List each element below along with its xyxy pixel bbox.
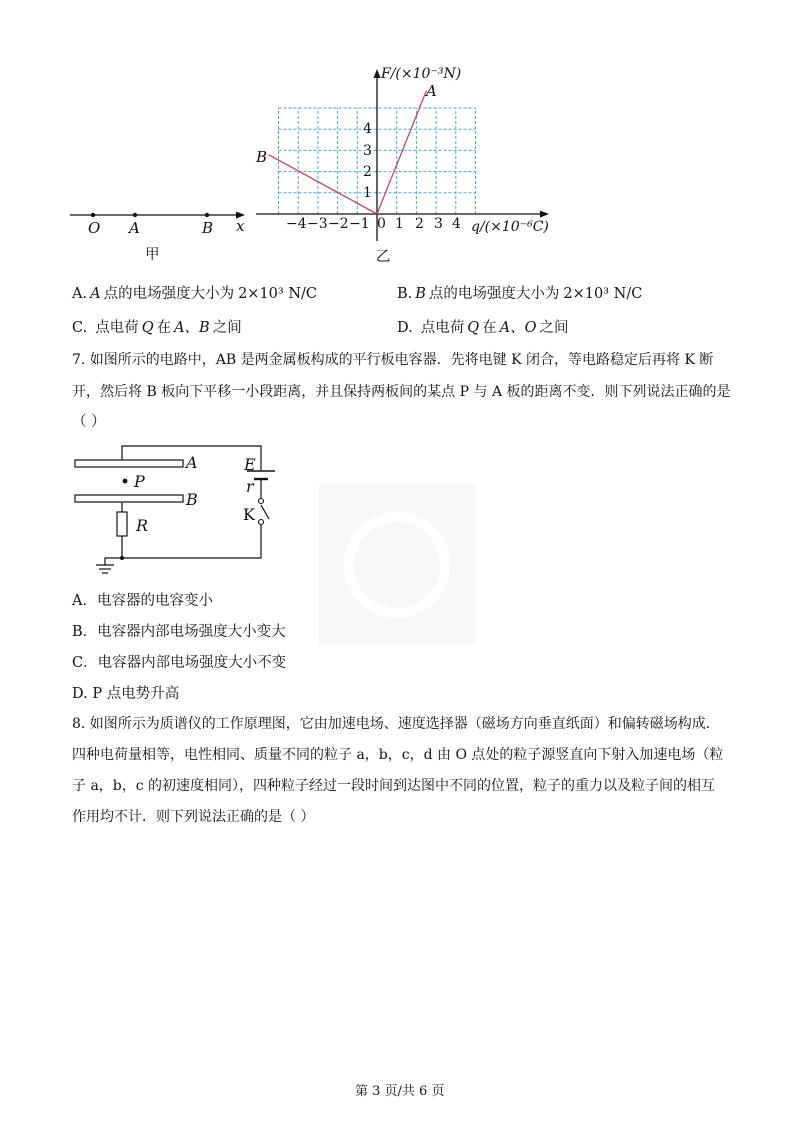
page-footer: 第 3 页/共 6 页: [355, 1084, 445, 1099]
q6-option-b[interactable]: B. B 点的电场强度大小为 2×10³ N/C: [397, 286, 643, 302]
point-a: [133, 213, 137, 217]
x-tick-origin: 0: [377, 216, 386, 232]
circuit-label-r-internal: r: [246, 477, 254, 496]
point-p: [123, 479, 128, 484]
series-line-a: [377, 91, 426, 214]
wire-ground: [105, 558, 122, 565]
chart-series: [269, 91, 427, 214]
q7-line-3: （ ）: [72, 414, 106, 430]
x-tick-1: 1: [395, 216, 404, 232]
circuit-label-p: P: [134, 472, 145, 491]
line-label-a: A: [426, 82, 437, 100]
label-o: O: [88, 219, 101, 237]
x-axis-label: q/(×10⁻⁶C): [471, 219, 549, 235]
label-b: B: [202, 219, 214, 237]
switch-bottom-contact: [259, 520, 264, 525]
circuit-label-e: E: [244, 455, 256, 474]
circuit-label-k: K: [243, 505, 255, 524]
q7-line-1: 7. 如图所示的电路中，AB 是两金属板构成的平行板电容器．先将电键 K 闭合，等电路稳定后再将 K 断: [72, 352, 714, 368]
y-tick-3: 3: [363, 143, 372, 159]
q7-line-2: 开，然后将 B 板向下平移一小段距离，并且保持两板间的某点 P 与 A 板的距离不变．则下列说法正确的是: [72, 384, 731, 400]
q8-line-1: 8. 如图所示为质谱仪的工作原理图，它由加速电场、速度选择器（磁场方向垂直纸面）和偏转磁场构成．: [72, 716, 720, 732]
watermark-logo-icon: [318, 485, 476, 645]
q7-option-c[interactable]: C．电容器内部电场强度大小不变: [72, 655, 287, 671]
circuit-label-a: A: [186, 453, 198, 472]
x-tick-2: 2: [415, 216, 424, 232]
q6-option-c[interactable]: C. 点电荷 Q 在 A、B 之间: [72, 320, 242, 336]
label-a: A: [129, 219, 140, 237]
q8-line-3: 子 a，b，c 的初速度相同），四种粒子经过一段时间到达图中不同的位置，粒子的重力以及粒子间的相互: [72, 778, 716, 794]
q7-option-b[interactable]: B．电容器内部电场强度大小变大: [72, 624, 286, 640]
x-tick-neg4: −4: [286, 216, 307, 232]
y-axis-arrow: [374, 69, 381, 78]
circuit-label-b: B: [186, 490, 198, 509]
x-tick-3: 3: [434, 216, 443, 232]
circuit-label-r: R: [136, 516, 149, 535]
y-axis-label: F/(×10⁻³N): [381, 66, 462, 82]
q7-option-a[interactable]: A．电容器的电容变小: [72, 593, 213, 609]
ground-icon: [96, 565, 114, 573]
switch-top-contact: [259, 499, 264, 504]
x-tick-4: 4: [452, 216, 461, 232]
resistor-r: [117, 512, 127, 536]
q6-option-a[interactable]: A. A 点的电场强度大小为 2×10³ N/C: [72, 286, 317, 302]
q7-option-d[interactable]: D. P 点电势升高: [72, 686, 180, 702]
caption-yi: 乙: [376, 249, 391, 265]
q8-line-4: 作用均不计．则下列说法正确的是（ ）: [72, 809, 315, 825]
label-x: x: [236, 217, 245, 235]
point-b: [205, 213, 209, 217]
series-line-b: [269, 155, 377, 214]
caption-jia: 甲: [145, 247, 160, 263]
x-tick-neg2: −2: [328, 216, 349, 232]
q8-line-2: 四种电荷量相等，电性相同、质量不同的粒子 a，b，c，d 由 O 点处的粒子源竖直向下射入加速电场（粒: [72, 747, 724, 763]
x-tick-neg1: −1: [349, 216, 370, 232]
y-tick-1: 1: [363, 185, 372, 201]
y-tick-4: 4: [363, 121, 372, 137]
y-tick-2: 2: [363, 164, 372, 180]
x-tick-neg3: −3: [307, 216, 328, 232]
line-label-b: B: [256, 148, 268, 166]
point-o: [91, 213, 95, 217]
plate-a: [75, 460, 183, 467]
q6-option-d[interactable]: D. 点电荷 Q 在 A、O 之间: [397, 320, 569, 336]
x-axis-arrow: [540, 211, 549, 218]
switch-blade: [261, 505, 269, 519]
plate-b: [75, 495, 183, 502]
